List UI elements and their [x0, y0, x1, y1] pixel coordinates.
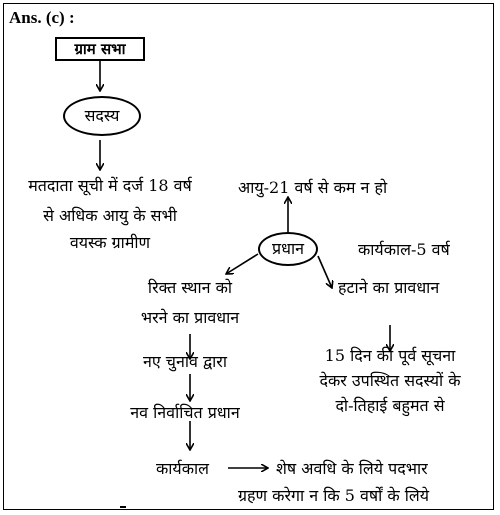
member-desc-line-2: से अधिक आयु के सभी — [43, 206, 177, 225]
term-length: कार्यकाल-5 वर्ष — [358, 240, 450, 259]
removal-provision: हटाने का प्रावधान — [338, 278, 440, 297]
arrow-pradhan-to-removal — [318, 256, 332, 288]
by-election: नए चुनाव द्वारा — [142, 352, 227, 371]
vacancy-line-2: भरने का प्रावधान — [140, 308, 240, 327]
answer-label: Ans. (c) : — [9, 8, 75, 27]
member-oval — [63, 96, 141, 136]
result-line-2: ग्रहण करेगा न कि 5 वर्षों के लिये — [238, 486, 430, 505]
newly-elected-pradhan: नव निर्वाचित प्रधान — [130, 403, 240, 422]
result-line-1: शेष अवधि के लिये पदभार — [276, 459, 428, 478]
removal-condition-line-3: दो-तिहाई बहुमत से — [335, 396, 445, 415]
member-desc-line-3: वयस्क ग्रामीण — [69, 233, 151, 252]
member-label: सदस्य — [84, 106, 120, 125]
arrow-pradhan-to-vacancy — [226, 254, 258, 274]
gram-sabha-box: ग्राम सभा — [55, 37, 145, 61]
removal-condition-line-1: 15 दिन की पूर्व सूचना — [324, 346, 456, 365]
pradhan-oval — [258, 232, 318, 266]
term-label: कार्यकाल — [156, 459, 209, 478]
vacancy-line-1: रिक्त स्थान को — [147, 278, 233, 297]
removal-condition-line-2: देकर उपस्थित सदस्यों के — [319, 371, 461, 390]
bottom-edge-mark — [120, 506, 126, 508]
member-desc-line-1: मतदाता सूची में दर्ज 18 वर्ष — [28, 176, 192, 195]
age-requirement: आयु-21 वर्ष से कम न हो — [238, 178, 388, 197]
pradhan-label: प्रधान — [272, 239, 304, 258]
